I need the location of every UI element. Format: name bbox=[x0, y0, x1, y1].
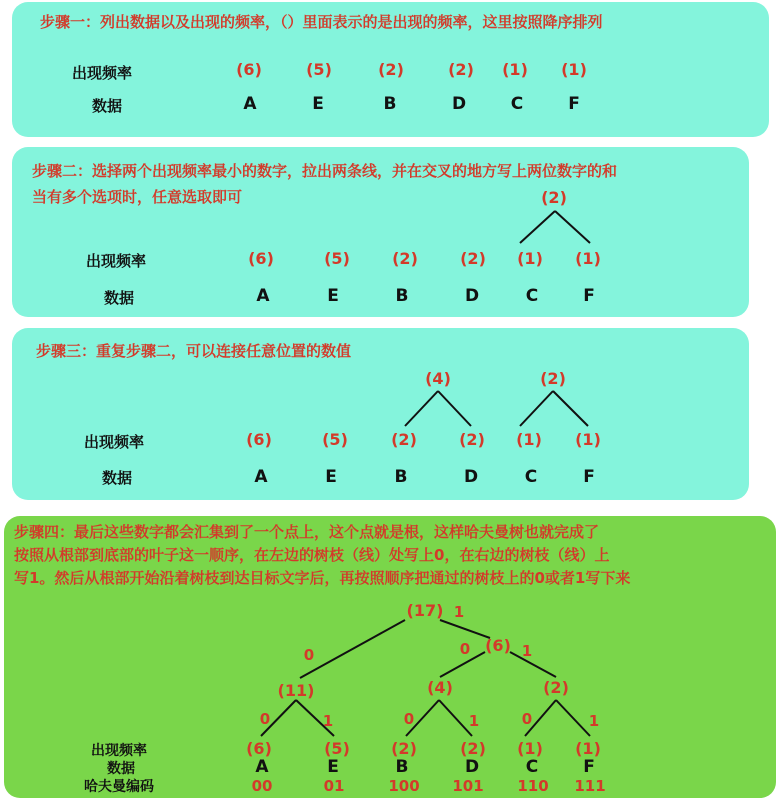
step1-letter-d: D bbox=[451, 94, 467, 114]
step1-freq-b: (2) bbox=[378, 60, 404, 79]
step2-freq-b: (2) bbox=[392, 249, 418, 268]
step1-freq-label: 出现频率 bbox=[72, 64, 133, 82]
step4-letter-d: D bbox=[464, 757, 480, 777]
step4-code-label: 哈夫曼编码 bbox=[84, 779, 154, 795]
step2-letter-e: E bbox=[327, 286, 339, 306]
tree-node-2: (2) bbox=[543, 678, 569, 697]
step1-freq-e: (5) bbox=[306, 60, 332, 79]
bit-n11-left: 0 bbox=[259, 710, 271, 728]
step1-freq-a: (6) bbox=[236, 60, 262, 79]
step2-letter-c: C bbox=[525, 286, 539, 306]
code-d: 101 bbox=[452, 777, 484, 795]
step2-data-label: 数据 bbox=[104, 289, 135, 307]
step2-letter-d: D bbox=[464, 286, 480, 306]
step4-freq-c: (1) bbox=[517, 739, 543, 758]
step2-freq-e: (5) bbox=[324, 249, 350, 268]
step1-freq-c: (1) bbox=[502, 60, 528, 79]
bit-root-left: 0 bbox=[303, 646, 315, 664]
tree-node-11: (11) bbox=[277, 681, 315, 700]
step3-freq-c: (1) bbox=[516, 430, 542, 449]
code-a: 00 bbox=[251, 777, 273, 795]
step4-text-line1: 步骤四：最后这些数字都会汇集到了一个点上，这个点就是根，这样哈夫曼树也就完成了 bbox=[14, 523, 600, 541]
step3-node-bd: (4) bbox=[425, 369, 451, 388]
step3-text: 步骤三：重复步骤二，可以连接任意位置的数值 bbox=[36, 342, 352, 360]
step2-node-cf: (2) bbox=[541, 188, 567, 207]
tree-node-4: (4) bbox=[427, 678, 453, 697]
step2-letter-f: F bbox=[583, 286, 595, 306]
step3-freq-d: (2) bbox=[459, 430, 485, 449]
step2-freq-a: (6) bbox=[248, 249, 274, 268]
bit-root-right: 1 bbox=[453, 603, 465, 621]
step3-data-label: 数据 bbox=[102, 469, 133, 487]
step1-freq-f: (1) bbox=[561, 60, 587, 79]
step2-freq-c: (1) bbox=[517, 249, 543, 268]
step4-freq-d: (2) bbox=[460, 739, 486, 758]
step3-letter-e: E bbox=[325, 467, 337, 487]
code-c: 110 bbox=[517, 777, 549, 795]
step4-text-line3: 写1。然后从根部开始沿着树枝到达目标文字后，再按照顺序把通过的树枝上的0或者1写下来 bbox=[14, 569, 631, 587]
bit-n2-right: 1 bbox=[588, 712, 600, 730]
step4-freq-b: (2) bbox=[391, 739, 417, 758]
step3-node-cf: (2) bbox=[540, 369, 566, 388]
step1-data-label: 数据 bbox=[92, 97, 123, 115]
bit-n11-right: 1 bbox=[322, 712, 334, 730]
step3-letter-a: A bbox=[254, 467, 268, 487]
step4-letter-a: A bbox=[255, 757, 269, 777]
step4-freq-a: (6) bbox=[246, 739, 272, 758]
tree-node-6: (6) bbox=[485, 636, 511, 655]
step3-letter-d: D bbox=[463, 467, 479, 487]
step4-letter-e: E bbox=[327, 757, 339, 777]
step3-freq-label: 出现频率 bbox=[84, 433, 145, 451]
step4-freq-label: 出现频率 bbox=[91, 743, 147, 759]
bit-n6-left: 0 bbox=[459, 640, 471, 658]
step2-letter-a: A bbox=[256, 286, 270, 306]
step1-letter-a: A bbox=[243, 94, 257, 114]
code-b: 100 bbox=[388, 777, 420, 795]
code-f: 111 bbox=[574, 777, 606, 795]
step3-letter-f: F bbox=[583, 467, 595, 487]
bit-n4-left: 0 bbox=[403, 710, 415, 728]
step4-data-label: 数据 bbox=[107, 761, 135, 777]
step3-freq-a: (6) bbox=[246, 430, 272, 449]
step2-text-line2: 当有多个选项时，任意选取即可 bbox=[32, 188, 243, 206]
step1-letter-f: F bbox=[568, 94, 580, 114]
step4-letter-c: C bbox=[525, 757, 539, 777]
step1-letter-b: B bbox=[383, 94, 397, 114]
step4-letter-b: B bbox=[395, 757, 409, 777]
step3-freq-e: (5) bbox=[322, 430, 348, 449]
step2-letter-b: B bbox=[395, 286, 409, 306]
step4-letter-f: F bbox=[583, 757, 595, 777]
bit-n4-right: 1 bbox=[468, 712, 480, 730]
step3-letter-c: C bbox=[524, 467, 538, 487]
step1-freq-d: (2) bbox=[448, 60, 474, 79]
step1-letter-e: E bbox=[312, 94, 324, 114]
code-e: 01 bbox=[323, 777, 345, 795]
step2-freq-label: 出现频率 bbox=[86, 252, 147, 270]
step3-freq-f: (1) bbox=[575, 430, 601, 449]
step4-freq-e: (5) bbox=[324, 739, 350, 758]
bit-n2-left: 0 bbox=[521, 710, 533, 728]
step1-text: 步骤一：列出数据以及出现的频率，（）里面表示的是出现的频率，这里按照降序排列 bbox=[40, 13, 603, 31]
step1-letter-c: C bbox=[510, 94, 524, 114]
step3-freq-b: (2) bbox=[391, 430, 417, 449]
step4-freq-f: (1) bbox=[575, 739, 601, 758]
tree-node-root: (17) bbox=[406, 601, 444, 620]
step2-text-line1: 步骤二：选择两个出现频率最小的数字，拉出两条线，并在交叉的地方写上两位数字的和 bbox=[32, 162, 618, 180]
step2-freq-f: (1) bbox=[575, 249, 601, 268]
step3-letter-b: B bbox=[394, 467, 408, 487]
step4-text-line2: 按照从根部到底部的叶子这一顺序，在左边的树枝（线）处写上0，在右边的树枝（线）上 bbox=[14, 546, 610, 564]
step2-freq-d: (2) bbox=[460, 249, 486, 268]
bit-n6-right: 1 bbox=[521, 642, 533, 660]
